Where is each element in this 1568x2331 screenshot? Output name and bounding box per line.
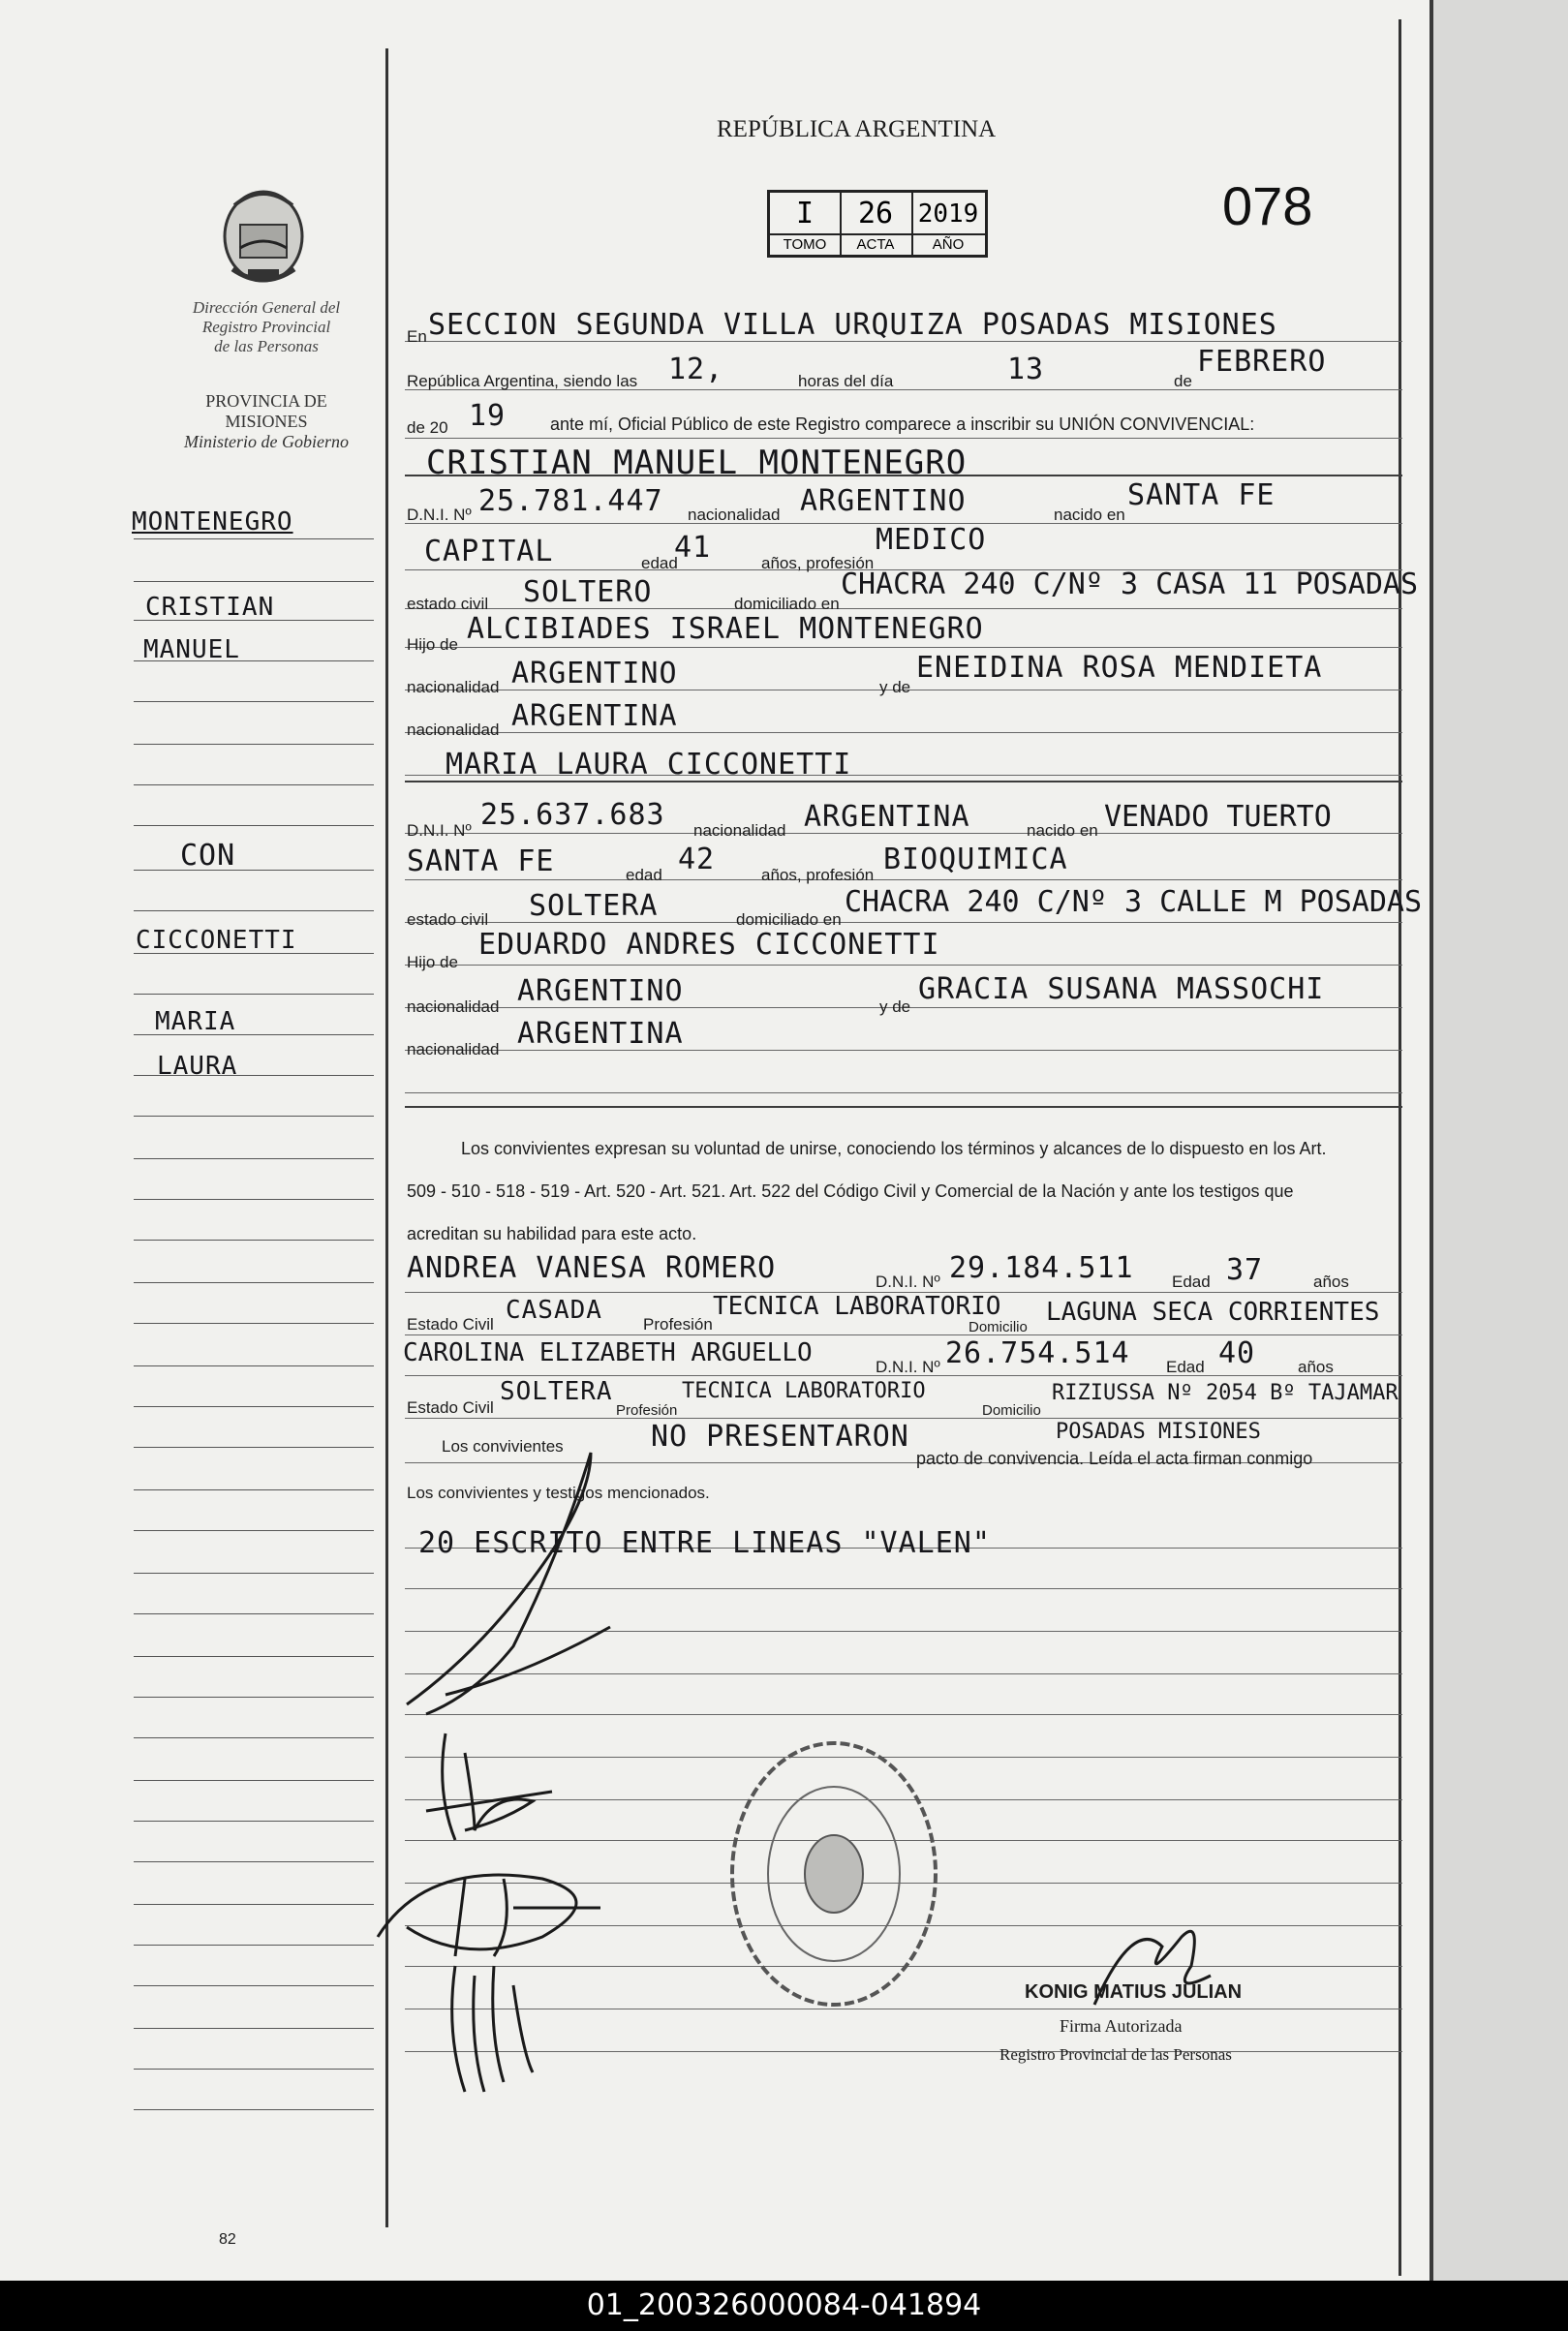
p1-padre: ALCIBIADES ISRAEL MONTENEGRO	[467, 612, 984, 646]
p2-nacionalidad-label: nacionalidad	[693, 821, 786, 840]
p2-domicilio: CHACRA 240 C/Nº 3 CALLE M POSADAS	[845, 885, 1423, 919]
w2-profesion: TECNICA LABORATORIO	[682, 1379, 926, 1403]
p2-nacido-2: SANTA FE	[407, 844, 555, 878]
provincia-line-2: MISIONES	[225, 412, 308, 431]
p2-domiciliado-label: domiciliado en	[736, 910, 842, 929]
acta-value: 26	[857, 197, 894, 230]
p2-edad-label: edad	[626, 866, 662, 884]
official-stamp-icon	[723, 1733, 945, 2014]
coat-of-arms-icon	[215, 176, 312, 291]
en-label: En	[407, 327, 427, 346]
signature-4	[426, 1956, 562, 2101]
p2-hijo-label: Hijo de	[407, 953, 458, 971]
declaration-line-2: 509 - 510 - 518 - 519 - Art. 520 - Art. 521. Art. 522 del Código Civil y Comercial de la Nación y ante los testigos que	[407, 1181, 1294, 1201]
p1-madre-nac: ARGENTINA	[511, 699, 678, 733]
p2-anos-prof-label: años, profesión	[761, 866, 875, 884]
p1-profesion: MEDICO	[876, 523, 987, 557]
provincia-line-1: PROVINCIA DE	[205, 391, 327, 411]
right-margin-rule	[1399, 19, 1401, 2276]
de-label: de	[1174, 372, 1192, 390]
p2-nacido-1: VENADO TUERTO	[1104, 800, 1332, 834]
tomo-acta-ano-box	[767, 190, 988, 258]
p1-domiciliado-label: domiciliado en	[734, 595, 840, 613]
w2-edad-label: Edad	[1166, 1358, 1205, 1376]
ministerio-line: Ministerio de Gobierno	[184, 432, 349, 451]
barcode-text: 01_200326000084-041894	[586, 2288, 982, 2322]
w1-domicilio: LAGUNA SECA CORRIENTES	[1046, 1298, 1380, 1327]
p2-nombre: MARIA LAURA CICCONETTI	[446, 748, 852, 782]
official-office: Registro Provincial de las Personas	[999, 2045, 1232, 2064]
anio-suffix-value: 19	[469, 399, 507, 433]
entre-lineas-note: 20 ESCRITO ENTRE LINEAS "VALEN"	[418, 1526, 991, 1560]
w2-domicilio-2: POSADAS MISIONES	[1056, 1420, 1261, 1444]
ante-text: ante mí, Oficial Público de este Registro comparece a inscribir su UNIÓN CONVIVENCIAL:	[550, 414, 1255, 434]
w1-domicilio-label: Domicilio	[968, 1319, 1028, 1335]
p2-estado-label: estado civil	[407, 910, 489, 929]
w2-edad: 40	[1218, 1336, 1256, 1370]
p1-padre-nac: ARGENTINO	[511, 657, 678, 690]
ano-value: 2019	[917, 199, 979, 229]
p1-nacido-1: SANTA FE	[1127, 478, 1276, 512]
w1-profesion-label: Profesión	[643, 1315, 713, 1334]
p2-dni: 25.637.683	[480, 798, 665, 832]
signature-2	[407, 1714, 581, 1850]
p1-padre-nac-label: nacionalidad	[407, 678, 500, 696]
w2-domicilio-label: Domicilio	[982, 1402, 1041, 1419]
p2-madre-nac: ARGENTINA	[517, 1017, 684, 1051]
w1-edad: 37	[1226, 1253, 1264, 1287]
w1-nombre: ANDREA VANESA ROMERO	[407, 1251, 777, 1285]
margin-surname-1: MONTENEGRO	[132, 507, 293, 537]
org-direccion	[155, 298, 378, 356]
org-line-1: Dirección General del	[192, 298, 341, 317]
w1-anos-label: años	[1313, 1273, 1349, 1291]
tomo-label: TOMO	[770, 233, 840, 255]
mes-value: FEBRERO	[1197, 345, 1327, 379]
official-title: Firma Autorizada	[1060, 2016, 1183, 2036]
w2-profesion-label: Profesión	[616, 1402, 678, 1419]
w2-estado-label: Estado Civil	[407, 1398, 494, 1417]
pacto-value: NO PRESENTARON	[651, 1420, 909, 1454]
ano-label: AÑO	[911, 233, 985, 255]
official-signature	[1075, 1908, 1230, 2024]
w1-dni-label: D.N.I. Nº	[876, 1273, 940, 1291]
p2-dni-label: D.N.I. Nº	[407, 821, 472, 840]
p1-anos-prof-label: años, profesión	[761, 554, 875, 572]
pacto-text: pacto de convivencia. Leída el acta firman conmigo	[916, 1449, 1313, 1468]
p1-dni-label: D.N.I. Nº	[407, 506, 472, 524]
declaration-line-3: acreditan su habilidad para este acto.	[407, 1224, 697, 1243]
p2-edad: 42	[678, 843, 716, 876]
p1-dni: 25.781.447	[478, 484, 663, 518]
seccion-value: SECCION SEGUNDA VILLA URQUIZA POSADAS MISIONES	[428, 308, 1277, 342]
official-name: KONIG MATIUS JULIAN	[1025, 1981, 1243, 2003]
tomo-cell	[770, 193, 842, 255]
w2-anos-label: años	[1298, 1358, 1334, 1376]
convivientes-label: Los convivientes	[442, 1437, 564, 1456]
p2-estado: SOLTERA	[529, 889, 659, 923]
tomo-value: I	[795, 197, 815, 230]
p2-nacionalidad: ARGENTINA	[804, 800, 970, 834]
p2-madre-nac-label: nacionalidad	[407, 1040, 500, 1058]
margin-name-1a: CRISTIAN	[145, 593, 275, 622]
p1-domicilio: CHACRA 240 C/Nº 3 CASA 11 POSADAS	[841, 567, 1419, 601]
signature-1	[387, 1433, 697, 1724]
p1-madre-nac-label: nacionalidad	[407, 721, 500, 739]
org-line-3: de las Personas	[214, 337, 319, 355]
margin-con: CON	[180, 839, 236, 873]
declaration-line-1: Los convivientes expresan su voluntad de unirse, conociendo los términos y alcances de lo dispuesto en los Art.	[461, 1139, 1327, 1158]
p2-profesion: BIOQUIMICA	[883, 843, 1068, 876]
w2-nombre: CAROLINA ELIZABETH ARGUELLO	[403, 1338, 813, 1367]
p1-estado: SOLTERO	[523, 575, 653, 609]
w2-dni-label: D.N.I. Nº	[876, 1358, 940, 1376]
w2-domicilio-1: RIZIUSSA Nº 2054 Bº TAJAMAR	[1052, 1381, 1399, 1405]
ano-cell	[911, 193, 985, 255]
page-edge	[1430, 0, 1568, 2281]
horas-label: horas del día	[798, 372, 894, 390]
p1-nacido-2: CAPITAL	[424, 535, 554, 568]
final-text: Los convivientes y testigos mencionados.	[407, 1484, 710, 1502]
w1-estado-label: Estado Civil	[407, 1315, 494, 1334]
margin-name-1b: MANUEL	[143, 635, 240, 664]
w1-edad-label: Edad	[1172, 1273, 1211, 1291]
margin-name-2b: LAURA	[157, 1052, 238, 1081]
margin-surname-2: CICCONETTI	[136, 926, 297, 955]
p2-padre: EDUARDO ANDRES CICCONETTI	[478, 928, 940, 962]
p1-edad-label: edad	[641, 554, 678, 572]
p1-edad: 41	[674, 531, 712, 565]
p2-padre-nac-label: nacionalidad	[407, 997, 500, 1016]
org-provincia	[155, 391, 378, 452]
p1-y-de-label: y de	[879, 678, 911, 696]
margin-name-2a: MARIA	[155, 1007, 236, 1036]
p2-y-de-label: y de	[879, 997, 911, 1016]
p1-estado-label: estado civil	[407, 595, 489, 613]
republica-label: República Argentina, siendo las	[407, 372, 638, 390]
p1-nacido-label: nacido en	[1054, 506, 1125, 524]
p2-nacido-label: nacido en	[1027, 821, 1098, 840]
republic-heading: REPÚBLICA ARGENTINA	[717, 116, 997, 142]
p1-nacionalidad: ARGENTINO	[800, 484, 967, 518]
p1-hijo-label: Hijo de	[407, 635, 458, 654]
dia-value: 13	[1007, 353, 1045, 386]
p2-padre-nac: ARGENTINO	[517, 974, 684, 1008]
w2-dni: 26.754.514	[945, 1336, 1130, 1370]
acta-number: 078	[1222, 175, 1313, 236]
org-line-2: Registro Provincial	[201, 318, 331, 336]
p2-madre: GRACIA SUSANA MASSOCHI	[918, 972, 1325, 1006]
w1-profesion: TECNICA LABORATORIO	[713, 1292, 1001, 1321]
w1-estado: CASADA	[506, 1296, 602, 1325]
page-number: 82	[219, 2231, 236, 2248]
hora-value: 12,	[668, 353, 724, 386]
separator-3	[405, 1106, 1402, 1108]
acta-cell	[840, 193, 913, 255]
de20-label: de 20	[407, 418, 448, 437]
w1-dni: 29.184.511	[949, 1251, 1134, 1285]
scan-footer-bar	[0, 2281, 1568, 2331]
w2-estado: SOLTERA	[500, 1377, 613, 1406]
p1-nacionalidad-label: nacionalidad	[688, 506, 781, 524]
p1-madre: ENEIDINA ROSA MENDIETA	[916, 651, 1323, 685]
acta-label: ACTA	[840, 233, 911, 255]
p1-nombre: CRISTIAN MANUEL MONTENEGRO	[426, 444, 968, 482]
